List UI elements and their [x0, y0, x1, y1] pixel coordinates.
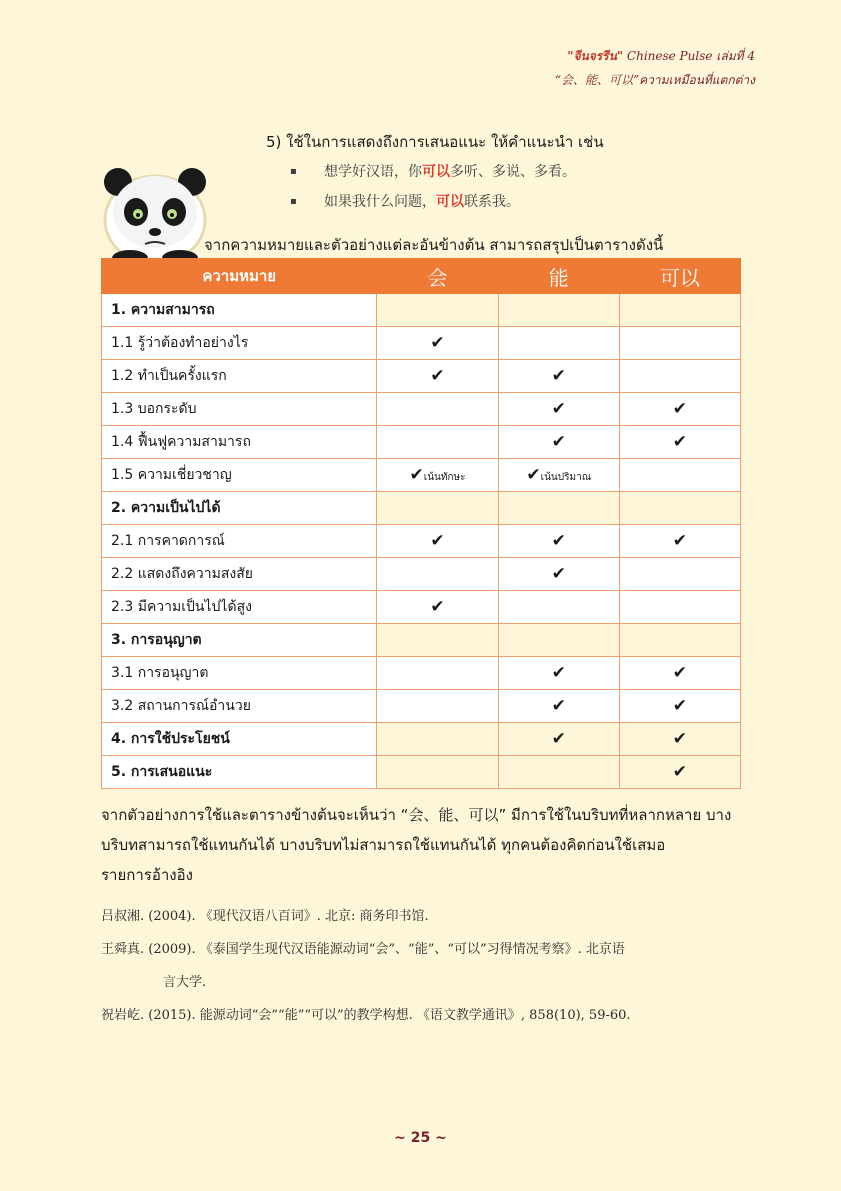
check-cell-hui	[377, 624, 498, 657]
check-cell-neng	[498, 558, 619, 591]
reference-item-continuation: 言大学.	[163, 975, 207, 990]
table-row	[102, 426, 741, 459]
check-icon: ✔	[672, 696, 688, 716]
table-row	[102, 591, 741, 624]
check-cell-keyi	[619, 327, 740, 360]
page-number: ~ 25 ~	[394, 1130, 447, 1146]
check-icon: ✔	[430, 366, 445, 386]
check-cell-neng	[498, 525, 619, 558]
row-label: 4. การใช้ประโยชน์	[102, 723, 377, 756]
check-icon: ✔	[672, 663, 688, 683]
check-cell-neng	[498, 360, 619, 393]
check-cell-keyi	[619, 756, 740, 789]
table-row	[102, 360, 741, 393]
table-row	[102, 558, 741, 591]
check-cell-keyi	[619, 393, 740, 426]
check-icon: ✔	[672, 531, 688, 551]
check-cell-keyi	[619, 492, 740, 525]
check-cell-hui	[377, 360, 498, 393]
column-header-keyi: 可以	[619, 259, 740, 294]
check-cell-hui	[377, 690, 498, 723]
table-group-row	[102, 492, 741, 525]
check-cell-neng	[498, 294, 619, 327]
check-cell-neng	[498, 426, 619, 459]
references-title: รายการอ้างอิง	[101, 866, 193, 884]
row-label: 1. ความสามารถ	[102, 294, 377, 327]
check-cell-keyi	[619, 657, 740, 690]
example-item: ▪ 想学好汉语，你 可以 多听、多说、多看。	[290, 160, 576, 190]
check-cell-hui	[377, 756, 498, 789]
check-icon: ✔	[551, 564, 566, 584]
check-cell-neng	[498, 393, 619, 426]
check-icon: ✔	[430, 531, 445, 551]
table-row	[102, 525, 741, 558]
highlight-keyi: 可以	[436, 194, 464, 210]
check-cell-keyi	[619, 360, 740, 393]
check-cell-hui	[377, 492, 498, 525]
check-cell-keyi	[619, 591, 740, 624]
row-label: 3.2 สถานการณ์อำนวย	[102, 690, 377, 723]
check-icon: ✔	[672, 762, 688, 782]
check-cell-keyi	[619, 558, 740, 591]
check-cell-hui	[377, 393, 498, 426]
check-cell-neng	[498, 657, 619, 690]
column-header-hui: 会	[377, 259, 498, 294]
check-cell-neng	[498, 690, 619, 723]
table-row	[102, 657, 741, 690]
check-cell-hui	[377, 723, 498, 756]
check-icon: ✔	[430, 333, 445, 353]
bullet-icon: ▪	[290, 196, 297, 207]
column-header-neng: 能	[498, 259, 619, 294]
table-group-row	[102, 756, 741, 789]
check-icon: ✔	[551, 663, 566, 683]
check-icon: ✔	[672, 432, 688, 452]
table-group-row	[102, 624, 741, 657]
highlight-keyi: 可以	[422, 164, 450, 180]
running-header	[555, 44, 755, 92]
check-cell-neng	[498, 327, 619, 360]
check-icon: ✔	[551, 696, 566, 716]
table-row	[102, 327, 741, 360]
summary-paragraph: จากตัวอย่างการใช้และตารางข้างต้นจะเห็นว่า “会、能、可以” มีการใช้ในบริบทที่หลากหลาย บาง บริบทสามารถใช้แทนกันได้ บางบริบทไม่สามารถใช้แทนกันได้ ทุกคนต้องคิดก่อนใช้เสมอ รายการอ้างอิง	[101, 800, 741, 890]
check-cell-neng	[498, 624, 619, 657]
row-label: 1.3 บอกระดับ	[102, 393, 377, 426]
reference-item: 吕叔湘. (2004). 《现代汉语八百词》. 北京: 商务印书馆.	[101, 909, 429, 924]
row-label: 2.1 การคาดการณ์	[102, 525, 377, 558]
row-label: 3.1 การอนุญาต	[102, 657, 377, 690]
row-label: 1.4 ฟื้นฟูความสามารถ	[102, 426, 377, 459]
table-group-row	[102, 294, 741, 327]
check-cell-hui	[377, 591, 498, 624]
check-cell-keyi	[619, 525, 740, 558]
example-list	[290, 160, 576, 220]
table-row	[102, 459, 741, 492]
comparison-table	[101, 258, 741, 789]
check-icon: ✔	[409, 465, 424, 485]
check-cell-neng	[498, 723, 619, 756]
reference-item: 王舜真. (2009). 《泰国学生现代汉语能源动词“会”、“能”、“可以”习得情况考察》. 北京语	[101, 942, 625, 957]
reference-item: 祝岩屹. (2015). 能源动词“会”“能”“可以”的教学构想. 《语文教学通讯》, 858(10), 59-60.	[101, 1008, 631, 1023]
table-intro: จากความหมายและตัวอย่างแต่ละอันข้างต้น สามารถสรุปเป็นตารางดังนี้	[204, 236, 664, 254]
table-row	[102, 690, 741, 723]
check-cell-hui	[377, 294, 498, 327]
panda-illustration	[100, 160, 210, 270]
row-label: 5. การเสนอแนะ	[102, 756, 377, 789]
column-header-meaning: ความหมาย	[102, 259, 377, 294]
example-item: ▪ 如果我什么问题， 可以 联系我。	[290, 190, 576, 220]
header-line-1: "จีนจรรีน" Chinese Pulse เล่มที่ 4	[567, 49, 755, 63]
check-icon: ✔	[672, 729, 688, 749]
bullet-icon: ▪	[290, 166, 297, 177]
row-label: 3. การอนุญาต	[102, 624, 377, 657]
check-cell-hui	[377, 426, 498, 459]
row-label: 2.3 มีความเป็นไปได้สูง	[102, 591, 377, 624]
references-list	[101, 900, 741, 1032]
row-label: 2. ความเป็นไปได้	[102, 492, 377, 525]
check-cell-keyi	[619, 723, 740, 756]
check-cell-hui	[377, 327, 498, 360]
table-group-row	[102, 723, 741, 756]
check-note: เน้นปริมาณ	[540, 472, 591, 483]
check-cell-neng	[498, 591, 619, 624]
check-cell-keyi	[619, 459, 740, 492]
table-header-row	[102, 259, 741, 294]
check-icon: ✔	[551, 729, 566, 749]
check-icon: ✔	[551, 531, 566, 551]
row-label: 2.2 แสดงถึงความสงสัย	[102, 558, 377, 591]
check-icon: ✔	[430, 597, 445, 617]
check-cell-neng	[498, 492, 619, 525]
header-line-2: “会、能、可以”ความเหมือนที่แตกต่าง	[554, 73, 755, 87]
check-cell-hui	[377, 459, 498, 492]
check-cell-keyi	[619, 624, 740, 657]
check-cell-hui	[377, 558, 498, 591]
row-label: 1.5 ความเชี่ยวชาญ	[102, 459, 377, 492]
section-title: 5) ใช้ในการแสดงถึงการเสนอแนะ ให้คำแนะนำ เช่น	[266, 133, 604, 151]
check-cell-hui	[377, 525, 498, 558]
check-cell-neng	[498, 459, 619, 492]
check-icon: ✔	[551, 399, 566, 419]
check-cell-keyi	[619, 690, 740, 723]
check-icon: ✔	[551, 432, 566, 452]
check-cell-hui	[377, 657, 498, 690]
check-cell-neng	[498, 756, 619, 789]
check-cell-keyi	[619, 294, 740, 327]
row-label: 1.1 รู้ว่าต้องทำอย่างไร	[102, 327, 377, 360]
check-icon: ✔	[526, 465, 541, 485]
row-label: 1.2 ทำเป็นครั้งแรก	[102, 360, 377, 393]
check-icon: ✔	[672, 399, 688, 419]
table-row	[102, 393, 741, 426]
check-icon: ✔	[551, 366, 566, 386]
check-cell-keyi	[619, 426, 740, 459]
check-note: เน้นทักษะ	[423, 472, 466, 483]
